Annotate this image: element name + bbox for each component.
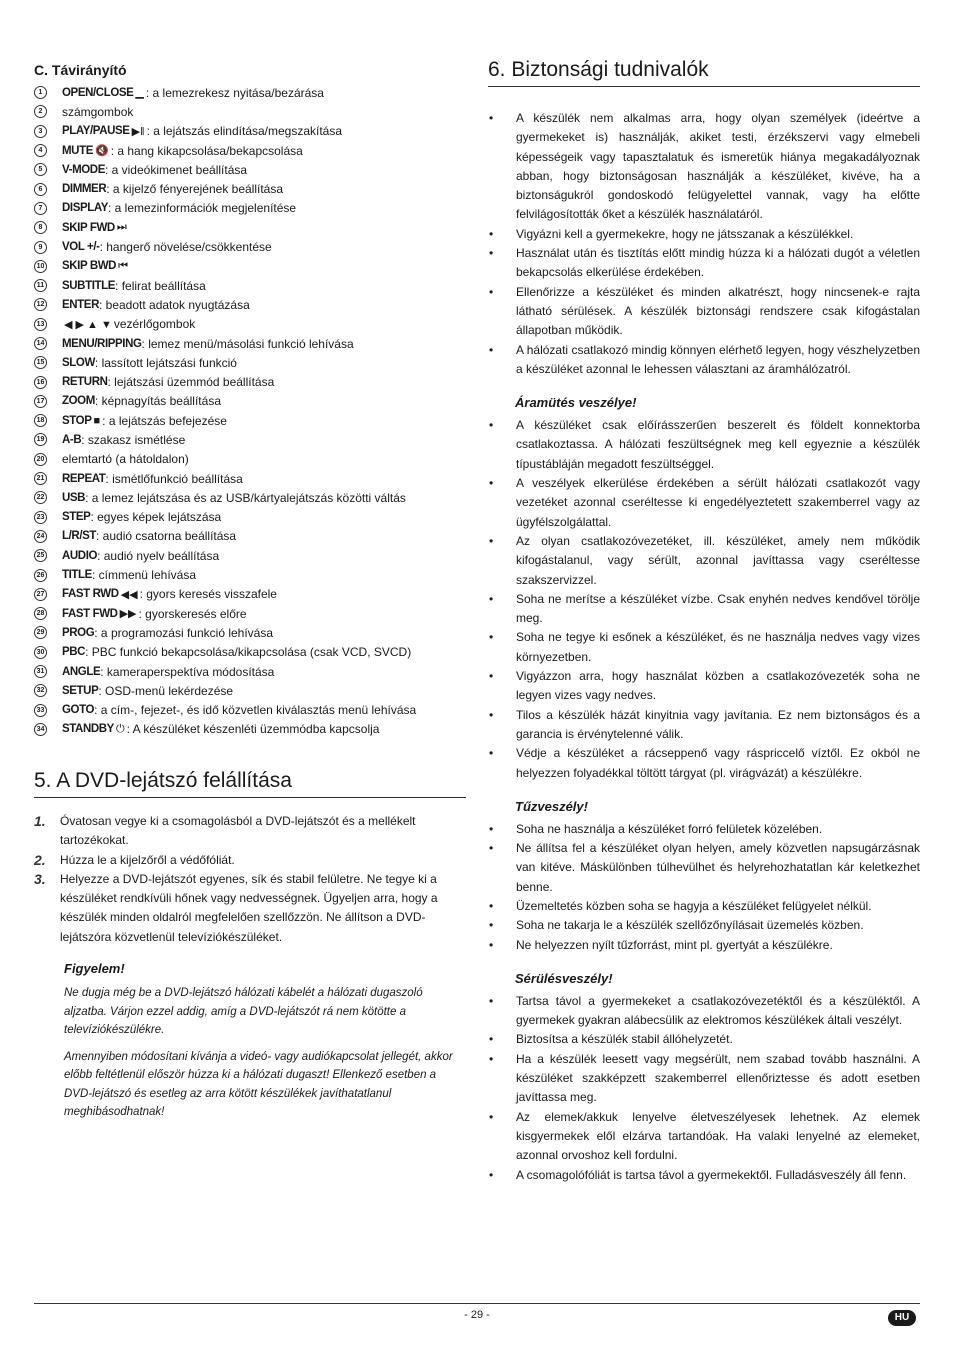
item-number: 16 [34,376,47,389]
item-number: 2 [34,105,47,118]
bullet-text: Ne helyezzen nyílt tűzforrást, mint pl. gyertyát a készülékre. [516,937,833,952]
bullet-marker: • [489,246,494,261]
item-number: 34 [34,723,47,736]
bullet-item [488,744,920,783]
item-number: 1 [34,86,47,99]
key-description: : ismétlőfunkció beállítása [105,471,243,486]
bullet-marker: • [489,111,494,125]
remote-title: C. Távirányító [34,62,127,78]
key-name: SKIP FWD [62,221,115,234]
bullet-marker: • [489,841,494,856]
remote-item [34,701,466,720]
bullet-text: Ellenőrizze a készüléket és minden alkatrészt, hogy nincsenek-e rajta látható sérülések. A készülék biztonsági rendszere csak kifogástalan állapotban működik. [516,284,920,338]
bullet-item [488,839,920,897]
key-symbol-icon: ▁ [135,87,144,100]
bullet-marker: • [489,937,494,952]
remote-item [34,720,466,739]
bullet-text: Ha a készülék leesett vagy megsérült, nem szabad tovább használni. A készüléket szakképzett szakemberrel ellenőriztesse és adott esetben javíttassa meg. [516,1051,920,1105]
bullet-item [488,1050,920,1108]
key-name: REPEAT [62,472,106,485]
electric-shock-title: Áramütés veszélye! [515,395,637,411]
key-name: TITLE [62,569,92,582]
key-name: A-B [62,433,82,446]
key-description: : kameraperspektíva módosítása [100,664,275,679]
key-description: : címmenü lehívása [91,568,196,583]
bullet-marker: • [489,1051,494,1066]
item-number: 13 [34,318,47,331]
key-name: V-MODE [62,163,105,176]
key-description: : a programozási funkció lehívása [94,625,274,640]
bullet-marker: • [489,898,494,913]
remote-item [34,102,466,121]
bullet-marker: • [489,707,494,722]
bullet-text: Ne állítsa fel a készüléket olyan helyen, amely közvetlen napsugárzásnak van kitéve. Máskülönben túlhevülhet és helyrehozhatatlan kár keletkezhet benne. [516,841,920,894]
key-description: : PBC funkció bekapcsolása/kikapcsolása (csak VCD, SVCD) [85,645,412,660]
remote-item [34,199,466,218]
remote-item [34,122,466,141]
step-text: Húzza le a kijelzőről a védőfóliát. [60,852,235,867]
key-description: : képnagyítás beállítása [94,394,221,409]
key-description: : lassított lejátszási funkció [94,355,237,370]
bullet-text: Üzemeltetés közben soha se hagyja a készüléket felügyelet nélkül. [516,898,872,913]
bullet-item [488,532,920,590]
footer-divider [34,1303,920,1304]
bullet-marker: • [489,476,494,491]
key-name: GOTO [62,704,95,717]
step-text: Helyezze a DVD-lejátszót egyenes, sík és stabil felületre. Ne tegye ki a készüléket rendkívüli hőnek vagy nedvességnek. Ügyeljen arra, hogy a készülék minden oldalról megfelelően szellőzzön. Ne állítson a DVD-lejátszóra közvetlenül televíziókészüléket. [60,871,438,944]
key-symbol-icon: ◀◀ [120,588,138,601]
bullet-text: Soha ne tegye ki esőnek a készüléket, és ne használja nedves vagy vizes környezetben. [516,630,920,664]
key-name: SETUP [62,684,99,697]
remote-item [34,546,466,565]
bullet-marker: • [489,591,494,606]
bullet-text: A veszélyek elkerülése érdekében a sérült hálózati csatlakozót vagy vezetéket azonnal cseréltesse ki engedélyeztetett szakemberrel vagy az ügyfélszolgálattal. [516,476,920,529]
setup-step [34,851,466,870]
key-name: PBC [62,646,86,659]
bullet-marker: • [489,993,494,1008]
item-number: 29 [34,626,47,639]
bullet-marker: • [489,821,494,836]
key-name: OPEN/CLOSE [62,86,134,99]
bullet-text: Használat után és tisztítás előtt mindig húzza ki a hálózati dugót a véletlen bekapcsolás elkerülése érdekében. [516,246,920,280]
language-badge: HU [888,1310,916,1326]
section-6 [488,58,920,1185]
bullet-marker: • [489,533,494,548]
key-name: SUBTITLE [62,279,116,292]
bullet-marker: • [489,1167,494,1182]
remote-item [34,623,466,642]
remote-item [34,585,466,604]
remote-item [34,334,466,353]
bullet-text: A csomagolófóliát is tartsa távol a gyermekektől. Fulladásveszély áll fenn. [516,1167,907,1182]
item-number: 3 [34,125,47,138]
key-description: : a lejátszás befejezése [102,413,227,428]
bullet-marker: • [489,1109,494,1124]
bullet-item [488,897,920,916]
key-name: RETURN [62,376,108,389]
key-symbol-icon: ▶ǁ [131,125,145,138]
injury-hazard-list [488,992,920,1185]
item-number: 4 [34,144,47,157]
warning-text-2: Amennyiben módosítani kívánja a videó- vagy audiókapcsolat jellegét, akkor előbb feltétlenül először húzza ki a hálózati dugaszt! Ellenkező esetben a DVD-lejátszó és esetleg az arra kötött készülékek javíthatatlanul meghibásodhatnak! [64,1050,453,1119]
bullet-marker: • [489,1032,494,1047]
remote-item [34,488,466,507]
remote-item [34,662,466,681]
remote-item [34,353,466,372]
key-description: : OSD-menü lekérdezése [98,683,234,698]
bullet-text: Védje a készüléket a rácseppenő vagy ráspriccelő víztől. Ez okból ne helyezzen folyadékkal töltött tárgyat (pl. virágvázát) a készülékre. [516,746,920,780]
bullet-text: A készülék nem alkalmas arra, hogy olyan személyek (ideértve a gyermekeket is) használják, akiket testi, érzékszervi vagy elmebeli képességeik vagy tapasztalatuk és ismeretük hiánya megakadályoznak abban, hogy biztonságosan használják a készüléket, kivéve, ha a biztonságukról gondoskodó felügyelettel vannak, vagy ha előtte felvilágosították őket a készülék használatáról. [516,111,920,222]
item-number: 32 [34,684,47,697]
item-number: 33 [34,704,47,717]
bullet-marker: • [489,669,494,684]
fire-hazard-list [488,820,920,955]
page-number: - 29 - [464,1309,490,1321]
remote-item [34,392,466,411]
remote-item [34,276,466,295]
warning-title: Figyelem! [64,961,125,977]
remote-item [34,411,466,430]
remote-item [34,681,466,700]
bullet-marker: • [489,226,494,241]
item-number: 28 [34,607,47,620]
key-name: AUDIO [62,549,98,562]
item-number: 18 [34,414,47,427]
remote-item [34,179,466,198]
remote-list [34,83,466,739]
remote-item [34,372,466,391]
key-description: : felirat beállítása [115,278,206,293]
bullet-text: Biztosítsa a készülék stabil állóhelyzetét. [516,1032,733,1047]
remote-item [34,643,466,662]
bullet-marker: • [489,418,494,433]
remote-item [34,295,466,314]
bullet-item [488,706,920,745]
remote-item [34,527,466,546]
bullet-text: Soha ne használja a készüléket forró felületek közelében. [516,821,823,836]
key-name: L/R/ST [62,530,97,543]
key-description: elemtartó (a hátoldalon) [62,452,189,467]
item-number: 30 [34,646,47,659]
item-number: 21 [34,472,47,485]
bullet-text: Tartsa távol a gyermekeket a csatlakozóvezetéktől és a készüléktől. A gyermekek gyakran alábecsülik az elektromos készülékek általi veszélyt. [516,993,920,1028]
item-number: 26 [34,569,47,582]
key-symbol-icon: ◀ ▶ ▲ ▼ [64,318,112,331]
item-number: 23 [34,511,47,524]
key-name: DISPLAY [62,202,108,215]
bullet-item [488,820,920,839]
key-description: : a cím-, fejezet-, és idő közvetlen kiválasztás menü lehívása [94,703,417,718]
key-name: MUTE [62,144,93,157]
bullet-item [488,244,920,283]
bullet-item [488,225,920,244]
warning-text-1: Ne dugja még be a DVD-lejátszó hálózati kábelét a hálózati dugaszoló aljzatba. Várjon ezzel addig, amíg a DVD-lejátszót rá nem kötötte a televíziókészülékre. [64,987,423,1037]
key-name: SLOW [62,356,95,369]
key-description: : gyorskeresés előre [138,606,247,621]
bullet-item [488,936,920,955]
key-name: USB [62,491,86,504]
bullet-item [488,992,920,1031]
bullet-text: Soha ne takarja le a készülék szellőzőnyílásait üzemelés közben. [516,918,864,933]
bullet-item [488,109,920,225]
remote-item [34,237,466,256]
item-number: 12 [34,298,47,311]
bullet-marker: • [489,918,494,933]
key-name: DIMMER [62,183,107,196]
item-number: 19 [34,433,47,446]
item-number: 6 [34,183,47,196]
item-number: 11 [34,279,47,292]
remote-item [34,604,466,623]
key-name: STANDBY [62,723,114,736]
key-name: ZOOM [62,395,95,408]
remote-item [34,315,466,334]
item-number: 8 [34,221,47,234]
item-number: 24 [34,530,47,543]
bullet-item [488,416,920,474]
bullet-text: A hálózati csatlakozó mindig könnyen elérhető legyen, hogy vészhelyzetben a készüléket azonnal le lehessen választani az áramhálózatról. [516,342,920,376]
bullet-item [488,1166,920,1185]
remote-item [34,430,466,449]
key-name: ENTER [62,298,99,311]
item-number: 14 [34,337,47,350]
remote-item [34,141,466,160]
key-description: : A készüléket készenléti üzemmódba kapcsolja [126,722,380,737]
item-number: 7 [34,202,47,215]
key-symbol-icon: ■ [93,414,101,427]
key-name: STEP [62,511,91,524]
key-symbol-icon: 🔇 [94,145,109,158]
key-name: PLAY/PAUSE [62,125,130,138]
bullet-item [488,1108,920,1166]
step-number: 3. [34,870,46,887]
item-number: 25 [34,549,47,562]
key-symbol-icon: ⏮ [118,259,128,272]
bullet-text: Vigyázni kell a gyermekekre, hogy ne játsszanak a készülékkel. [516,226,854,241]
section-5-title: 5. A DVD-lejátszó felállítása [34,769,466,798]
bullet-item [488,667,920,706]
key-description: vezérlőgombok [113,317,196,332]
key-description: : a videókimenet beállítása [104,162,248,177]
key-description: : gyors keresés visszafele [139,587,277,602]
item-number: 27 [34,588,47,601]
key-description: : audió csatorna beállítása [96,529,237,544]
key-description: : a kijelző fényerejének beállítása [106,182,284,197]
item-number: 17 [34,395,47,408]
bullet-marker: • [489,342,494,357]
remote-item [34,565,466,584]
step-text: Óvatosan vegye ki a csomagolásból a DVD-lejátszót és a mellékelt tartozékokat. [60,814,416,848]
fire-hazard-title: Tűzveszély! [515,798,588,814]
key-name: FAST FWD [62,607,118,620]
item-number: 5 [34,163,47,176]
item-number: 31 [34,665,47,678]
key-description: : lemez menü/másolási funkció lehívása [141,336,354,351]
item-number: 9 [34,241,47,254]
key-description: : a lemezrekesz nyitása/bezárása [145,85,324,100]
bullet-marker: • [489,284,494,299]
general-safety-list [488,109,920,379]
injury-hazard-title: Sérülésveszély! [515,970,613,986]
key-symbol-icon: ⏻ [115,722,125,735]
bullet-marker: • [489,746,494,761]
bullet-marker: • [489,630,494,645]
key-name: FAST RWD [62,588,119,601]
bullet-text: A készüléket csak előírásszerűen beszerelt és földelt konnektorba csatlakoztassa. A hálózati feszültségnek meg kell egyeznie a készülék típustábláján megadott feszültséggel. [516,418,920,471]
bullet-text: Az elemek/akkuk lenyelve életveszélyesek lehetnek. Az elemek kisgyermekek elől elzárva tartandóak. Ha valaki lenyelné az elemeket, azonnal orvoshoz kell fordulni. [516,1109,920,1163]
remote-control-section [34,62,466,739]
bullet-item [488,628,920,667]
setup-step [34,870,466,947]
bullet-item [488,283,920,341]
bullet-item [488,1030,920,1049]
key-name: ANGLE [62,665,101,678]
key-name: MENU/RIPPING [62,337,142,350]
step-number: 1. [34,813,46,829]
key-description: : a hang kikapcsolása/bekapcsolása [110,143,303,158]
item-number: 22 [34,491,47,504]
key-name: SKIP BWD [62,260,117,273]
setup-step [34,812,466,851]
step-number: 2. [34,851,46,868]
key-symbol-icon: ▶▶ [119,608,137,621]
remote-item [34,218,466,237]
remote-item [34,83,466,102]
key-description: számgombok [62,104,134,119]
remote-item [34,257,466,276]
bullet-item [488,341,920,380]
section-6-title: 6. Biztonsági tudnivalók [488,58,920,87]
bullet-item [488,590,920,629]
bullet-text: Vigyázzon arra, hogy használat közben a csatlakozóvezeték soha ne legyen vizes vagy nedves. [516,669,920,703]
bullet-text: Az olyan csatlakozóvezetéket, ill. készüléket, amely nem működik kifogástalanul, vagy sérült, azonnal javíttassa vagy cseréltesse szakszervizzel. [516,533,920,587]
electric-shock-list [488,416,920,783]
item-number: 10 [34,260,47,273]
key-name: VOL +/- [62,241,100,254]
key-description: : audió nyelv beállítása [97,548,220,563]
remote-item [34,508,466,527]
bullet-text: Soha ne merítse a készüléket vízbe. Csak enyhén nedves kendővel törölje meg. [516,591,920,626]
key-description: : a lemez lejátszása és az USB/kártyalejátszás közötti váltás [85,490,406,505]
item-number: 20 [34,453,47,466]
key-description: : beadott adatok nyugtázása [98,297,250,312]
key-description: : szakasz ismétlése [81,432,186,447]
key-name: PROG [62,626,95,639]
item-number: 15 [34,356,47,369]
key-symbol-icon: ⏭ [116,221,127,234]
remote-item [34,469,466,488]
remote-item [34,450,466,469]
key-description: : egyes képek lejátszása [90,510,222,525]
key-description: : hangerő növelése/csökkentése [99,240,272,255]
key-description: : a lemezinformációk megjelenítése [108,201,297,216]
setup-steps [34,812,466,947]
section-5 [34,769,466,1130]
remote-item [34,160,466,179]
key-description: : a lejátszás elindítása/megszakítása [146,124,343,139]
key-description: : lejátszási üzemmód beállítása [107,375,275,390]
key-name: STOP [62,414,92,427]
bullet-item [488,916,920,935]
bullet-text: Tilos a készülék házát kinyitnia vagy javítania. Ez nem biztonságos és a garancia is érvénytelenné válik. [516,707,920,741]
bullet-item [488,474,920,532]
